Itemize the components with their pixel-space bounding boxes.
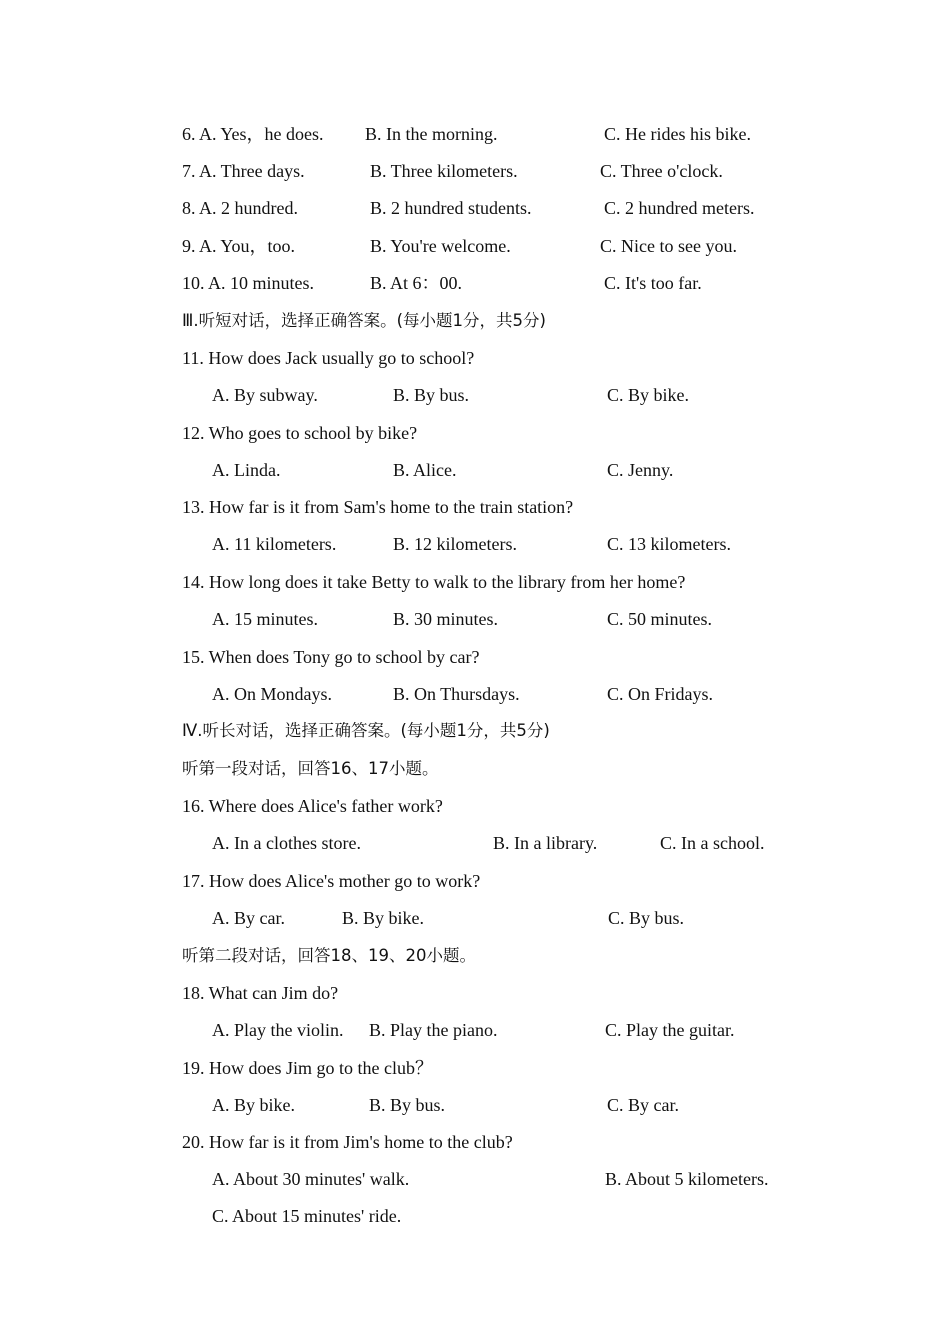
option-c: C. Nice to see you. xyxy=(600,236,737,256)
option-a: 10. A. 10 minutes. xyxy=(182,273,315,293)
option-a: 9. A. You，too. xyxy=(182,236,296,256)
dialogue-2-instruction: 听第二段对话，回答18、19、20小题。 xyxy=(182,946,476,965)
option-c: C. It's too far. xyxy=(604,273,702,293)
question-15-stem: 15. When does Tony go to school by car? xyxy=(182,647,480,667)
option-b: B. Three kilometers. xyxy=(370,161,518,181)
question-11-stem: 11. How does Jack usually go to school? xyxy=(182,348,475,368)
option-a: 8. A. 2 hundred. xyxy=(182,198,298,218)
option-c: C. On Fridays. xyxy=(607,684,714,704)
option-c: C. In a school. xyxy=(660,833,765,853)
option-b: B. 30 minutes. xyxy=(393,609,499,629)
question-17-stem: 17. How does Alice's mother go to work? xyxy=(182,871,481,891)
option-c: C. Three o'clock. xyxy=(600,161,723,181)
option-a: A. In a clothes store. xyxy=(212,833,361,853)
option-a: A. Play the violin. xyxy=(212,1020,344,1040)
option-c: C. 50 minutes. xyxy=(607,609,713,629)
option-c: C. About 15 minutes' ride. xyxy=(212,1206,402,1226)
option-b: B. By bus. xyxy=(393,385,470,405)
option-a: 6. A. Yes，he does. xyxy=(182,124,324,144)
option-b: B. About 5 kilometers. xyxy=(605,1169,769,1189)
question-19-stem: 19. How does Jim go to the club？ xyxy=(182,1058,433,1078)
option-c: C. 2 hundred meters. xyxy=(604,198,755,218)
question-13-stem: 13. How far is it from Sam's home to the train station? xyxy=(182,497,574,517)
question-12-stem: 12. Who goes to school by bike? xyxy=(182,423,418,443)
option-a: A. 11 kilometers. xyxy=(212,534,337,554)
option-c: C. Play the guitar. xyxy=(605,1020,735,1040)
option-a: A. On Mondays. xyxy=(212,684,332,704)
option-a: A. About 30 minutes' walk. xyxy=(212,1169,410,1189)
option-b: B. Alice. xyxy=(393,460,457,480)
option-a: 7. A. Three days. xyxy=(182,161,305,181)
option-b: B. By bike. xyxy=(342,908,425,928)
option-c: C. 13 kilometers. xyxy=(607,534,731,554)
option-a: A. By subway. xyxy=(212,385,318,405)
section-3-heading: Ⅲ.听短对话，选择正确答案。(每小题1分，共5分) xyxy=(182,311,546,330)
option-c: C. By bus. xyxy=(608,908,685,928)
option-b: B. At 6：00. xyxy=(370,273,463,293)
option-b: B. 2 hundred students. xyxy=(370,198,532,218)
option-b: B. By bus. xyxy=(369,1095,446,1115)
option-a: A. 15 minutes. xyxy=(212,609,318,629)
option-b: B. In a library. xyxy=(493,833,598,853)
option-a: A. Linda. xyxy=(212,460,281,480)
option-b: B. 12 kilometers. xyxy=(393,534,517,554)
option-c: C. By bike. xyxy=(607,385,690,405)
option-b: B. Play the piano. xyxy=(369,1020,498,1040)
option-c: C. Jenny. xyxy=(607,460,674,480)
question-18-stem: 18. What can Jim do? xyxy=(182,983,339,1003)
option-c: C. By car. xyxy=(607,1095,679,1115)
question-20-stem: 20. How far is it from Jim's home to the club? xyxy=(182,1132,513,1152)
dialogue-1-instruction: 听第一段对话，回答16、17小题。 xyxy=(182,759,439,778)
option-a: A. By bike. xyxy=(212,1095,295,1115)
section-4-heading: Ⅳ.听长对话，选择正确答案。(每小题1分，共5分) xyxy=(182,721,550,740)
option-a: A. By car. xyxy=(212,908,285,928)
option-b: B. You're welcome. xyxy=(370,236,511,256)
option-b: B. In the morning. xyxy=(365,124,498,144)
option-c: C. He rides his bike. xyxy=(604,124,751,144)
question-14-stem: 14. How long does it take Betty to walk to the library from her home? xyxy=(182,572,686,592)
question-16-stem: 16. Where does Alice's father work? xyxy=(182,796,443,816)
option-b: B. On Thursdays. xyxy=(393,684,520,704)
